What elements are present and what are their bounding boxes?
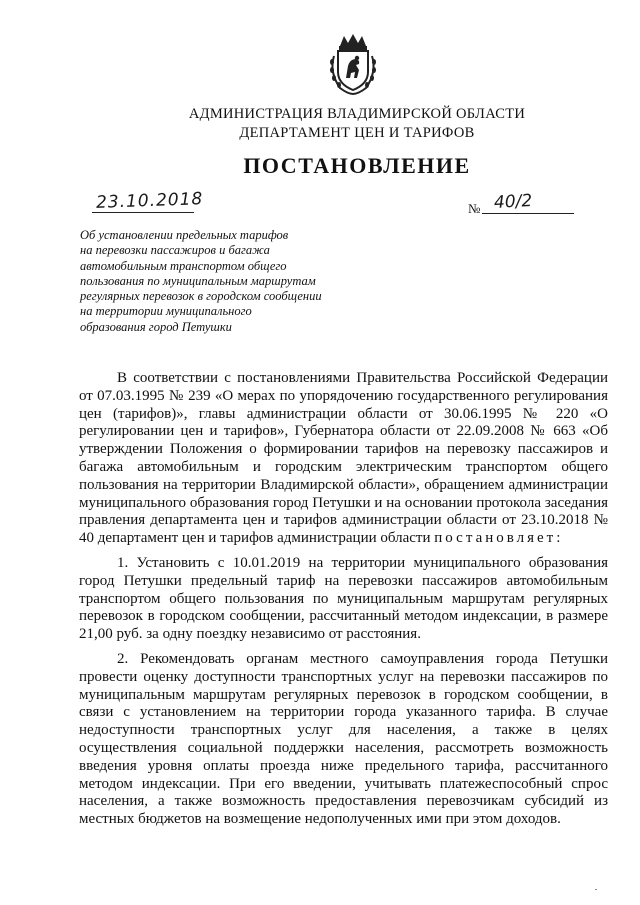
subject-line: на территории муниципального xyxy=(80,304,252,319)
number-sign: № xyxy=(468,201,481,216)
document-title: ПОСТАНОВЛЕНИЕ xyxy=(243,153,471,178)
subject-line: пользования по муниципальным маршрутам xyxy=(80,273,316,288)
subject-line: автомобильным транспортом общего xyxy=(80,258,287,273)
subject-line: на перевозки пассажиров и багажа xyxy=(80,243,270,258)
subject-line: Об установлении предельных тарифов xyxy=(80,228,289,242)
item-2-paragraph: 2. Рекомендовать органам местного самоуправления города Петушки провести оценку доступности транспортных услуг на перевозки пассажиров по муниципальным маршрутам регулярных перевозок в городском сообщении, в связи с установлением на территории города указанного тарифа. В случае недоступности транспортных услуг для населения, а также в целях осуществления социальной поддержки населения, рассмотреть возможность введения уровня оплаты проезда ниже предельного тарифа, рассчитанного методом индексации. При его введении, учитывать платежеспособный спрос населения, а также возможность предоставления перевозчикам субсидий из местных бюджетов на возмещение недополученных ими при этом доходов. xyxy=(79,650,608,828)
document-number: 40/2 xyxy=(493,191,533,213)
document-body xyxy=(79,370,608,829)
department-name: ДЕПАРТАМЕНТ ЦЕН И ТАРИФОВ xyxy=(239,125,475,141)
subject-line: образования город Петушки xyxy=(80,319,232,334)
coat-of-arms-icon xyxy=(326,32,380,96)
subject-line: регулярных перевозок в городском сообщении xyxy=(80,289,322,304)
document-subject xyxy=(80,228,380,335)
organization-name: АДМИНИСТРАЦИЯ ВЛАДИМИРСКОЙ ОБЛАСТИ xyxy=(188,106,526,122)
item-1-paragraph: 1. Установить с 10.01.2019 на территории муниципального образования город Петушки предельный тариф на перевозки пассажиров автомобильным транспортом общего пользования по муниципальным маршрутам регулярных перевозок в городском сообщении, рассчитанный методом индексации, в размере 21,00 руб. за одну поездку независимо от расстояния. xyxy=(79,554,608,643)
scan-mark xyxy=(595,889,597,890)
preamble-paragraph xyxy=(79,370,608,548)
document-date: 23.10.2018 xyxy=(95,189,204,213)
decree-word: постановляет: xyxy=(434,530,564,547)
number-underline xyxy=(482,213,574,214)
date-underline xyxy=(92,212,194,213)
preamble-text: В соответствии с постановлениями Правительства Российской Федерации от 07.03.1995 № 239 «О мерах по упорядочению государственного регулирования цен (тарифов)», главы администрации области от 30.06.1995 № 220 «О регулировании цен и тарифов», Губернатора области от 22.09.2008 № 663 «Об утверждении Положения о формировании тарифов на перевозку пассажиров и багажа автомобильным и городским электрическим транспортом общего пользования на территории Владимирской области», обращением администрации муниципального образования город Петушки и на основании протокола заседания правления департамента цен и тарифов администрации области от 23.10.2018 № 40 департамент цен и тарифов администрации области xyxy=(79,370,608,547)
